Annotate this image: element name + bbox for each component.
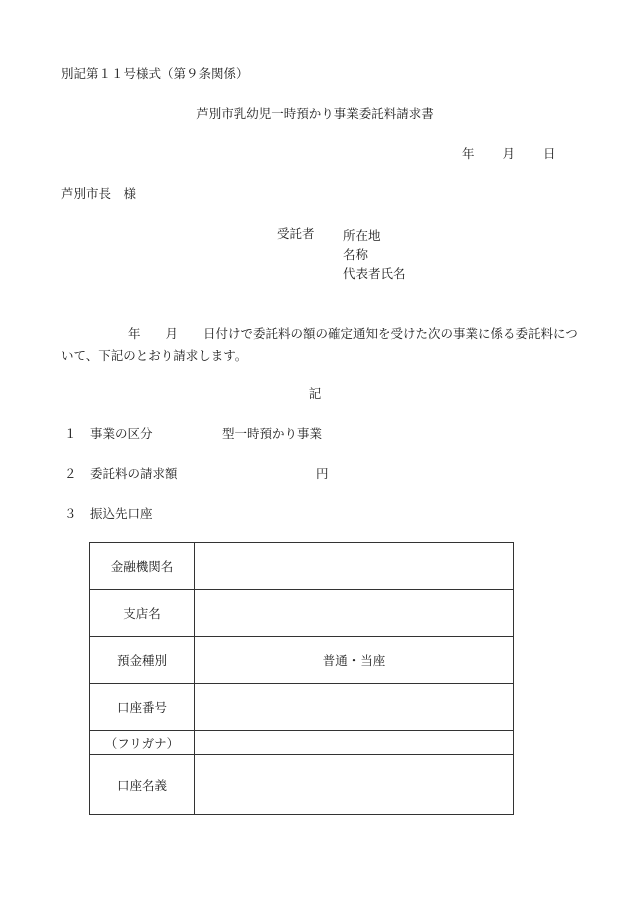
- table-row: [90, 543, 514, 590]
- ki-heading: 記: [308, 386, 322, 401]
- form-identifier: 別記第１１号様式（第９条関係）: [61, 66, 249, 81]
- contractor-representative-label: 代表者氏名: [343, 266, 406, 281]
- deposit-type-value: 普通・当座: [195, 637, 514, 684]
- document-title: 芦別市乳幼児一時預かり事業委託料請求書: [196, 106, 434, 121]
- date-day: 日: [543, 146, 556, 161]
- bank-account-table: [89, 542, 514, 815]
- date-month: 月: [502, 146, 516, 161]
- bank-name-label: 金融機関名: [90, 543, 195, 590]
- account-holder-field: [195, 755, 514, 815]
- request-paragraph: [61, 323, 581, 367]
- bank-name-field: [195, 543, 514, 590]
- body-month: 月: [165, 326, 179, 341]
- body-year: 年: [128, 326, 141, 341]
- contractor-address-label: 所在地: [343, 228, 381, 243]
- table-row: [90, 755, 514, 815]
- furigana-field: [195, 731, 514, 755]
- item-request-amount-value: 円: [316, 466, 329, 481]
- account-number-label: 口座番号: [90, 684, 195, 731]
- table-row: [90, 637, 514, 684]
- account-number-field: [195, 684, 514, 731]
- item-business-category-value: 型一時預かり事業: [222, 426, 323, 441]
- item-label: 事業の区分: [90, 426, 153, 441]
- contractor-name-label: 名称: [343, 247, 369, 262]
- addressee: 芦別市長 様: [61, 186, 137, 201]
- table-row: [90, 590, 514, 637]
- item-number: ２: [64, 466, 77, 481]
- contractor-label: 受託者: [277, 226, 315, 241]
- body-text: 日付けで委託料の額の確定通知を受けた次の事業に係る委託料について、下記のとおり請求します。: [61, 326, 578, 363]
- deposit-type-label: 預金種別: [90, 637, 195, 684]
- furigana-label: （フリガナ）: [90, 731, 195, 755]
- table-row: [90, 684, 514, 731]
- item-number: １: [64, 426, 77, 441]
- item-business-category: [64, 426, 153, 441]
- date-line: [462, 146, 556, 161]
- branch-name-field: [195, 590, 514, 637]
- item-number: ３: [64, 506, 77, 521]
- branch-name-label: 支店名: [90, 590, 195, 637]
- account-holder-label: 口座名義: [90, 755, 195, 815]
- item-label: 振込先口座: [90, 506, 153, 521]
- item-bank-account: [64, 506, 153, 521]
- item-request-amount: [64, 466, 178, 481]
- contractor-fields: [343, 226, 406, 283]
- item-label: 委託料の請求額: [90, 466, 178, 481]
- date-year: 年: [462, 146, 475, 161]
- table-row: [90, 731, 514, 755]
